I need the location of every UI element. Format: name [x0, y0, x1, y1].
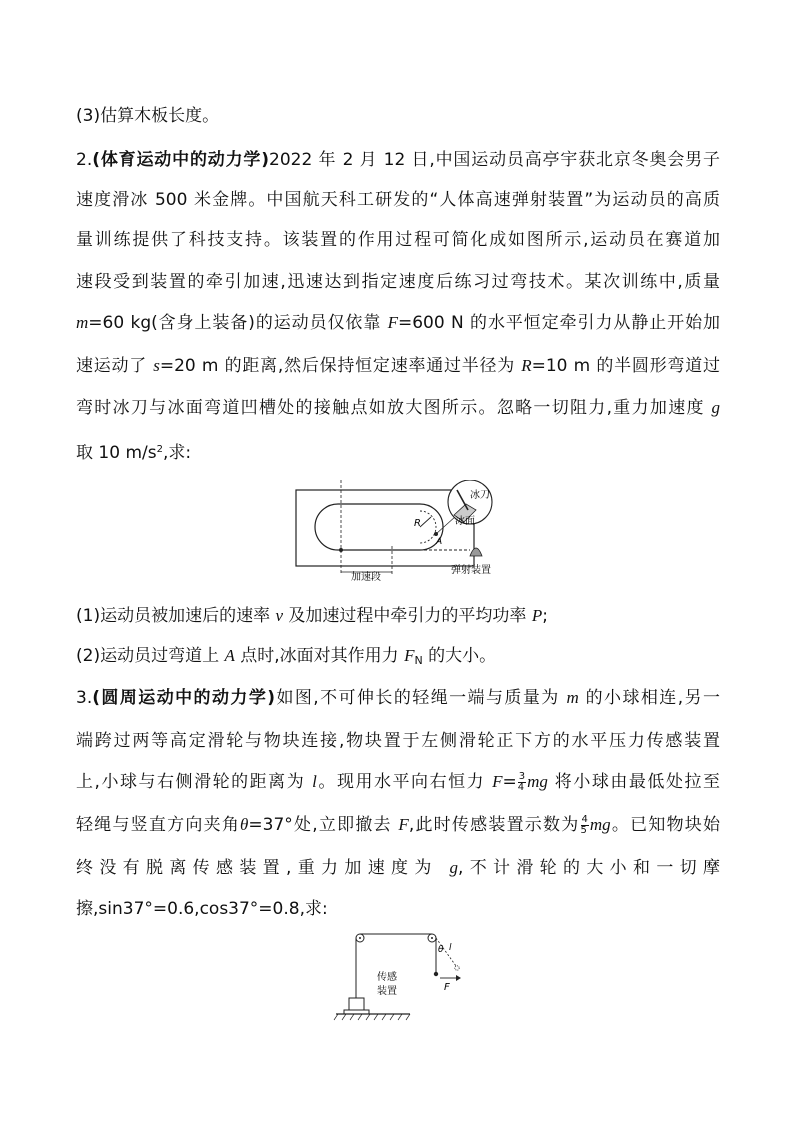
- q2-line-6: 速运动了 s=20 m 的距离,然后保持恒定速率通过半径为 R=10 m 的半圆形弯道过: [76, 356, 720, 376]
- ground-hatch: [334, 1014, 410, 1020]
- q2-line-2: 速度滑冰 500 米金牌。中国航天科工研发的“人体高速弹射装置”为运动员的高质: [76, 190, 720, 210]
- q2-line-5: m=60 kg(含身上装备)的运动员仅依靠 F=600 N 的水平恒定牵引力从静止开始加: [76, 313, 720, 333]
- q1-part3: (3)估算木板长度。: [76, 106, 220, 126]
- track-rink-border: [296, 490, 474, 566]
- q2-part2: (2)运动员过弯道上 A 点时,冰面对其作用力 $F_N$ 的大小。: [76, 646, 497, 667]
- force-label: F: [444, 982, 450, 993]
- track-figure: [290, 480, 510, 582]
- block: [349, 998, 364, 1010]
- q3-number: 3.: [76, 688, 93, 708]
- launcher-shape: [470, 548, 482, 556]
- q2-number: 2.: [76, 150, 93, 170]
- blade-label: 冰刀: [470, 490, 490, 501]
- q3-line-1: 3.(圆周运动中的动力学)如图,不可伸长的轻绳一端与质量为 m 的小球相连,另一: [76, 688, 720, 708]
- ice-label: 冰面: [455, 516, 475, 527]
- force-arrowhead: [456, 975, 461, 981]
- accel-label: 加速段: [351, 572, 381, 582]
- q3-tag: (圆周运动中的动力学): [92, 688, 276, 708]
- fraction-3-4: $\frac{3}{4}$: [517, 770, 526, 793]
- ball: [434, 972, 438, 976]
- fraction-4-5: $\frac{4}{5}$: [580, 813, 588, 836]
- length-label: l: [449, 943, 452, 953]
- sensor-label-bottom: 装置: [377, 986, 397, 997]
- q3-line-5: 终没有脱离传感装置,重力加速度为 g,不计滑轮的大小和一切摩: [76, 858, 721, 878]
- q3-line-2: 端跨过两等高定滑轮与物块连接,物块置于左侧滑轮正下方的水平压力传感装置: [76, 731, 720, 751]
- q2-line-7: 弯时冰刀与冰面弯道凹槽处的接触点如放大图所示。忽略一切阻力,重力加速度 g: [76, 398, 720, 418]
- q2-part1: (1)运动员被加速后的速率 v 及加速过程中牵引力的平均功率 P;: [76, 606, 548, 626]
- q3-line-4: 轻绳与竖直方向夹角θ=37°处,立即撤去 F,此时传感装置示数为 $\frac{4}{5}$ mg。已知物块始: [76, 813, 721, 836]
- ball-displaced: [455, 966, 459, 970]
- launcher-label: 弹射装置: [451, 565, 491, 576]
- sensor-label-top: 传感: [377, 972, 397, 983]
- q3-line-3: 上,小球与右侧滑轮的距离为 l。现用水平向右恒力 F= $\frac{3}{4}$ mg 将小球由最低处拉至: [76, 770, 721, 793]
- pulley-figure: [330, 928, 470, 1024]
- track-oval: [315, 504, 443, 550]
- zoom-leader: [436, 516, 456, 534]
- curve-path: [420, 511, 436, 543]
- q2-tag: (体育运动中的动力学): [92, 150, 270, 170]
- point-a-label: A: [436, 537, 443, 547]
- q2-line-1: 2.(体育运动中的动力学)2022 年 2 月 12 日,中国运动员高亭宇获北京冬奥会男子: [76, 150, 720, 170]
- radius-label: R: [414, 518, 421, 529]
- skater-dot: [339, 548, 343, 552]
- q2-line-4: 速段受到装置的牵引加速,迅速达到指定速度后练习过弯技术。某次训练中,质量: [76, 272, 720, 292]
- q3-line-6: 擦,sin37°=0.6,cos37°=0.8,求:: [76, 899, 328, 919]
- theta-label: θ: [438, 945, 444, 955]
- radius-line: [420, 517, 431, 527]
- q2-line-8: 取 10 $m/s^2$,求:: [76, 443, 192, 463]
- q2-line-3: 量训练提供了科技支持。该装置的作用过程可简化成如图所示,运动员在赛道加: [76, 230, 720, 250]
